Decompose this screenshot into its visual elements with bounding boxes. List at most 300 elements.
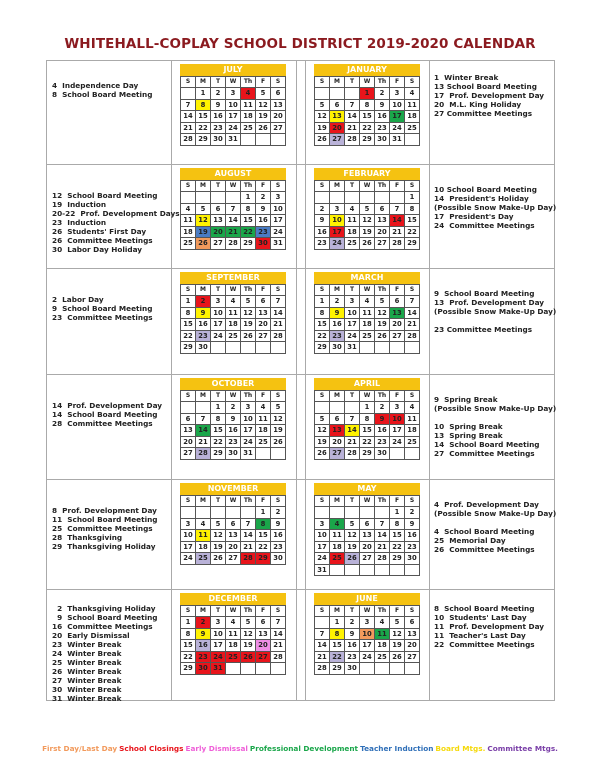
empty-cell [211,342,226,354]
day-cell: 22 [181,330,196,342]
day-cell: 20 [226,541,241,553]
day-cell: 5 [256,88,271,100]
empty-cell [256,663,271,675]
day-cell: 19 [241,319,256,331]
day-cell: 4 [405,88,420,100]
day-cell: 26 [241,651,256,663]
weekday-header: S [405,285,420,296]
weekday-header: T [345,496,360,507]
day-cell: 13 [271,99,286,111]
day-cell: 9 [211,99,226,111]
day-cell: 9 [375,413,390,425]
day-cell: 13 [181,425,196,437]
day-cell: 13 [330,111,345,123]
day-cell: 17 [271,215,286,227]
day-cell: 25 [405,122,420,134]
day-cell: 3 [211,617,226,629]
day-cell: 30 [196,342,211,354]
divider [46,590,47,700]
day-cell: 31 [315,564,330,576]
day-cell: 3 [390,88,405,100]
day-cell: 6 [360,518,375,530]
day-cell: 21 [271,640,286,652]
day-cell: 15 [315,319,330,331]
weekday-header: F [390,391,405,402]
day-cell: 13 [256,628,271,640]
day-cell: 30 [345,663,360,675]
weekday-header: S [405,606,420,617]
day-cell: 22 [256,541,271,553]
day-cell: 11 [226,628,241,640]
empty-cell [211,192,226,204]
day-cell: 25 [405,436,420,448]
weekday-header: F [256,391,271,402]
divider [296,375,297,479]
day-cell: 29 [330,663,345,675]
day-cell: 14 [271,628,286,640]
day-cell: 13 [330,425,345,437]
day-cell: 19 [196,226,211,238]
day-cell: 15 [181,319,196,331]
day-cell: 16 [256,215,271,227]
day-cell: 28 [345,134,360,146]
day-cell: 23 [196,330,211,342]
day-cell: 3 [241,402,256,414]
day-cell: 17 [241,425,256,437]
day-cell: 21 [315,651,330,663]
day-cell: 23 [211,122,226,134]
legend-item: First Day/Last Day [42,744,118,753]
month-calendar-july [180,64,286,146]
day-cell: 25 [330,553,345,565]
day-cell: 19 [360,226,375,238]
day-cell: 16 [211,111,226,123]
weekday-header: S [181,606,196,617]
day-cell: 18 [360,319,375,331]
empty-cell [360,663,375,675]
day-cell: 18 [196,541,211,553]
day-cell: 27 [375,238,390,250]
day-cell: 24 [345,330,360,342]
day-cell: 30 [375,448,390,460]
weekday-header: M [330,391,345,402]
day-cell: 28 [315,663,330,675]
day-cell: 16 [196,319,211,331]
empty-cell [405,564,420,576]
divider [429,480,430,589]
day-cell: 14 [375,530,390,542]
day-cell: 9 [375,99,390,111]
day-cell: 26 [271,436,286,448]
weekday-header: W [226,285,241,296]
day-cell: 15 [181,640,196,652]
weekday-header: Th [241,496,256,507]
divider [296,61,297,164]
weekday-header: T [211,77,226,88]
weekday-header: Th [375,181,390,192]
day-cell: 17 [330,226,345,238]
day-cell: 29 [405,238,420,250]
day-cell: 20 [256,319,271,331]
day-cell: 18 [405,425,420,437]
day-cell: 28 [271,330,286,342]
day-cell: 24 [390,436,405,448]
empty-cell [181,402,196,414]
day-cell: 6 [330,413,345,425]
day-cell: 22 [360,436,375,448]
day-cell: 25 [241,122,256,134]
empty-cell [375,564,390,576]
day-cell: 10 [181,530,196,542]
day-cell: 11 [405,413,420,425]
day-cell: 1 [315,296,330,308]
day-cell: 31 [226,134,241,146]
weekday-header: Th [375,496,390,507]
weekday-header: F [256,496,271,507]
day-cell: 6 [256,617,271,629]
day-cell: 23 [375,436,390,448]
day-cell: 7 [226,203,241,215]
empty-cell [330,507,345,519]
divider [46,165,47,268]
day-cell: 16 [345,640,360,652]
day-cell: 24 [241,436,256,448]
day-cell: 1 [196,88,211,100]
day-cell: 20 [181,436,196,448]
day-cell: 2 [375,88,390,100]
day-cell: 27 [181,448,196,460]
day-cell: 13 [360,530,375,542]
empty-cell [226,192,241,204]
calendar-row [46,589,555,701]
day-cell: 17 [390,425,405,437]
day-cell: 25 [196,553,211,565]
day-cell: 7 [345,99,360,111]
day-cell: 5 [345,518,360,530]
weekday-header: S [405,77,420,88]
divider [305,61,306,164]
day-cell: 23 [405,541,420,553]
weekday-header: F [256,606,271,617]
day-cell: 14 [271,307,286,319]
legend [0,744,600,753]
weekday-header: S [405,391,420,402]
empty-cell [360,192,375,204]
day-cell: 3 [211,296,226,308]
day-cell: 14 [345,111,360,123]
weekday-header: S [181,391,196,402]
day-cell: 7 [390,203,405,215]
day-cell: 19 [211,541,226,553]
month-header: NOVEMBER [180,483,286,495]
calendar-row [46,60,555,164]
left-event-notes: 14 Prof. Development Day 14 School Board Meeting 28 Committee Meetings [52,401,163,428]
day-cell: 2 [375,402,390,414]
divider [296,480,297,589]
right-event-notes: 10 School Board Meeting 14 President's Holiday (Possible Snow Make-Up Day) 17 President's Day 24 Committee Meetings [434,185,557,230]
weekday-header: T [211,285,226,296]
day-cell: 6 [390,296,405,308]
empty-cell [390,663,405,675]
divider [305,165,306,268]
divider [46,480,47,589]
weekday-header: S [181,181,196,192]
weekday-header: M [330,181,345,192]
day-cell: 20 [256,640,271,652]
day-cell: 2 [256,192,271,204]
legend-item: Professional Development [249,744,359,753]
day-cell: 5 [211,518,226,530]
day-cell: 22 [390,541,405,553]
day-cell: 31 [390,134,405,146]
day-cell: 7 [181,99,196,111]
day-cell: 6 [181,413,196,425]
day-cell: 3 [181,518,196,530]
day-cell: 3 [330,203,345,215]
day-cell: 9 [256,203,271,215]
day-cell: 12 [241,307,256,319]
weekday-header: Th [375,606,390,617]
empty-cell [241,507,256,519]
day-cell: 2 [211,88,226,100]
calendar-grid [46,60,555,701]
month-calendar-october [180,378,286,460]
day-cell: 8 [405,203,420,215]
weekday-header: S [181,77,196,88]
day-cell: 30 [211,134,226,146]
day-cell: 22 [181,651,196,663]
left-event-notes: 12 School Board Meeting 19 Induction 20-22 Prof. Development Days 23 Induction 26 Students' First Day 26 Committee Meetings 30 Labor Day Holiday [52,191,180,254]
day-cell: 29 [315,342,330,354]
divider [429,590,430,700]
day-cell: 26 [256,122,271,134]
weekday-header: F [256,285,271,296]
day-cell: 28 [226,238,241,250]
weekday-header: F [390,285,405,296]
empty-cell [226,663,241,675]
day-cell: 29 [211,448,226,460]
day-cell: 27 [330,134,345,146]
day-cell: 20 [211,226,226,238]
day-cell: 18 [241,111,256,123]
empty-cell [345,402,360,414]
divider [429,61,430,164]
day-cell: 26 [360,238,375,250]
day-cell: 30 [226,448,241,460]
day-cell: 10 [390,99,405,111]
day-cell: 10 [345,307,360,319]
day-cell: 24 [315,553,330,565]
day-cell: 5 [390,617,405,629]
day-cell: 21 [271,319,286,331]
weekday-header: T [345,606,360,617]
day-cell: 15 [360,425,375,437]
day-cell: 16 [375,425,390,437]
day-cell: 6 [330,99,345,111]
day-cell: 7 [315,628,330,640]
empty-cell [181,88,196,100]
day-cell: 5 [241,617,256,629]
weekday-header: S [315,606,330,617]
day-cell: 30 [330,342,345,354]
day-cell: 23 [315,238,330,250]
day-cell: 10 [390,413,405,425]
day-cell: 16 [226,425,241,437]
day-cell: 28 [405,330,420,342]
day-cell: 4 [405,402,420,414]
weekday-header: S [181,285,196,296]
empty-cell [375,342,390,354]
left-event-notes: 2 Thanksgiving Holiday 9 School Board Meeting 16 Committee Meetings 20 Early Dismissal 23 Winter Break 24 Winter Break 25 Winter Break 26 Winter Break 27 Winter Break 30 Winter Break 31 Winter Break [52,604,158,703]
day-cell: 30 [271,553,286,565]
day-cell: 27 [330,448,345,460]
day-cell: 13 [390,307,405,319]
legend-item: Teacher Induction [360,744,434,753]
empty-cell [315,402,330,414]
day-cell: 13 [375,215,390,227]
day-cell: 4 [330,518,345,530]
day-cell: 29 [256,553,271,565]
empty-cell [256,134,271,146]
day-cell: 2 [405,507,420,519]
weekday-header: W [360,391,375,402]
weekday-header: Th [375,391,390,402]
day-cell: 4 [256,402,271,414]
day-cell: 7 [196,413,211,425]
day-cell: 31 [271,238,286,250]
month-header: APRIL [314,378,420,390]
day-cell: 13 [226,530,241,542]
day-cell: 27 [226,553,241,565]
day-cell: 13 [211,215,226,227]
weekday-header: S [271,606,286,617]
day-cell: 27 [405,651,420,663]
day-cell: 13 [405,628,420,640]
day-cell: 16 [405,530,420,542]
day-cell: 4 [375,617,390,629]
empty-cell [271,134,286,146]
day-cell: 7 [345,413,360,425]
day-cell: 25 [181,238,196,250]
day-cell: 16 [271,530,286,542]
day-cell: 27 [271,122,286,134]
weekday-header: T [211,606,226,617]
legend-item: Early Dismissal [185,744,248,753]
day-cell: 7 [375,518,390,530]
day-cell: 31 [211,663,226,675]
day-cell: 24 [390,122,405,134]
empty-cell [405,663,420,675]
empty-cell [211,507,226,519]
empty-cell [330,402,345,414]
weekday-header: Th [241,285,256,296]
page-title: WHITEHALL-COPLAY SCHOOL DISTRICT 2019-2020 CALENDAR [64,36,536,52]
empty-cell [330,192,345,204]
day-cell: 11 [196,530,211,542]
day-cell: 7 [271,296,286,308]
divider [46,61,47,164]
weekday-header: F [390,496,405,507]
day-cell: 25 [345,238,360,250]
day-cell: 15 [330,640,345,652]
day-cell: 23 [330,330,345,342]
day-cell: 29 [196,134,211,146]
day-cell: 22 [405,226,420,238]
day-cell: 28 [241,553,256,565]
day-cell: 17 [181,541,196,553]
day-cell: 10 [271,203,286,215]
day-cell: 9 [330,307,345,319]
day-cell: 9 [226,413,241,425]
day-cell: 12 [241,628,256,640]
weekday-header: F [256,181,271,192]
weekday-header: Th [241,181,256,192]
month-calendar-may [314,483,420,576]
day-cell: 23 [226,436,241,448]
month-calendar-march [314,272,420,354]
empty-cell [226,507,241,519]
day-cell: 2 [345,617,360,629]
empty-cell [181,192,196,204]
month-calendar-june [314,593,420,675]
calendar-row [46,374,555,479]
day-cell: 10 [315,530,330,542]
day-cell: 8 [196,99,211,111]
day-cell: 10 [226,99,241,111]
day-cell: 28 [345,448,360,460]
day-cell: 5 [196,203,211,215]
weekday-header: T [345,391,360,402]
weekday-header: M [196,285,211,296]
day-cell: 25 [256,436,271,448]
divider [305,590,306,700]
day-cell: 23 [256,226,271,238]
divider [554,590,555,700]
empty-cell [196,402,211,414]
right-event-notes: 4 Prof. Development Day (Possible Snow Make-Up Day) 4 School Board Meeting 25 Memorial Day 26 Committee Meetings [434,500,557,554]
day-cell: 10 [360,628,375,640]
day-cell: 26 [315,448,330,460]
weekday-header: M [196,391,211,402]
day-cell: 14 [390,215,405,227]
weekday-header: W [226,391,241,402]
day-cell: 26 [196,238,211,250]
day-cell: 28 [196,448,211,460]
month-header: JULY [180,64,286,76]
empty-cell [271,663,286,675]
empty-cell [315,507,330,519]
weekday-header: M [330,606,345,617]
day-cell: 28 [181,134,196,146]
divider [296,269,297,374]
day-cell: 14 [315,640,330,652]
day-cell: 21 [196,436,211,448]
weekday-header: T [345,181,360,192]
day-cell: 27 [360,553,375,565]
day-cell: 5 [315,413,330,425]
day-cell: 29 [181,342,196,354]
empty-cell [360,564,375,576]
day-cell: 18 [345,226,360,238]
day-cell: 27 [256,651,271,663]
weekday-header: M [196,181,211,192]
day-cell: 3 [271,192,286,204]
month-header: MAY [314,483,420,495]
day-cell: 1 [241,192,256,204]
day-cell: 2 [226,402,241,414]
weekday-header: Th [241,77,256,88]
empty-cell [315,617,330,629]
